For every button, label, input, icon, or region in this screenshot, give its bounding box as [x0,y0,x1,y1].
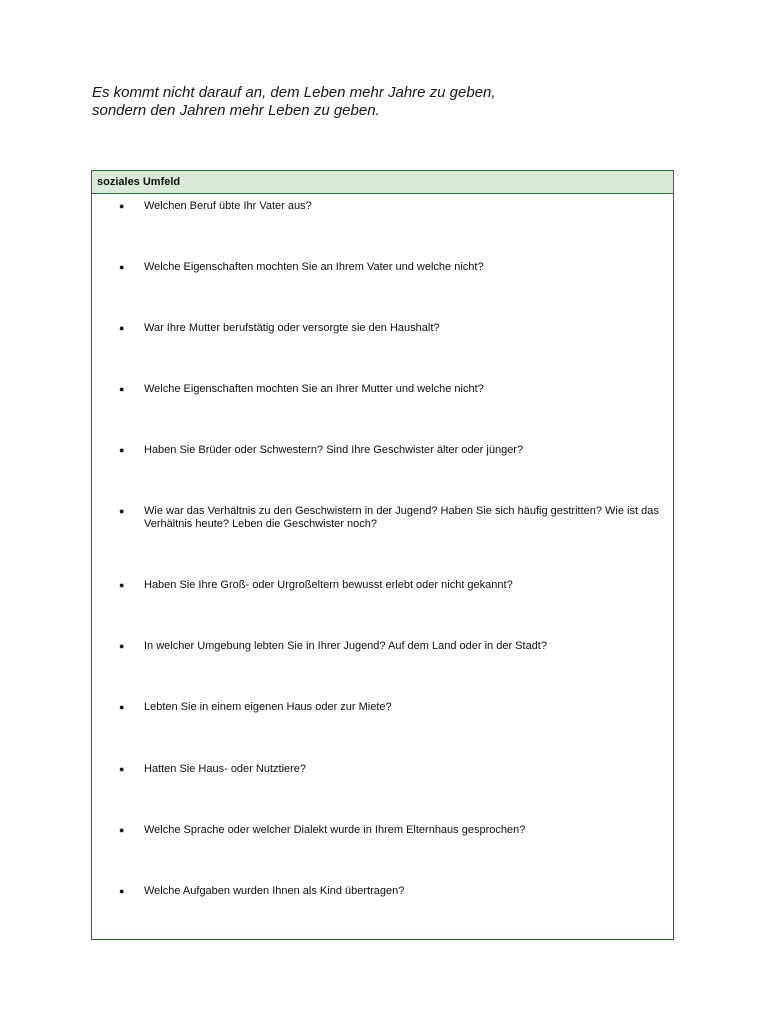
question-text: Haben Sie Ihre Groß- oder Urgroßeltern bewusst erlebt oder nicht gekannt? [144,579,513,591]
bullet-icon: ● [119,764,125,774]
question-text: Welche Eigenschaften mochten Sie an Ihrer Mutter und welche nicht? [144,383,484,395]
question-text: Welche Sprache oder welcher Dialekt wurde in Ihrem Elternhaus gesprochen? [144,824,526,836]
bullet-icon: ● [119,702,125,712]
bullet-icon: ● [119,580,125,590]
bullet-icon: ● [119,886,125,896]
question-text: Welchen Beruf übte Ihr Vater aus? [144,200,312,212]
question-text: Welche Aufgaben wurden Ihnen als Kind übertragen? [144,885,405,897]
list-item [92,444,667,457]
quote-line-2: sondern den Jahren mehr Leben zu geben. [92,102,380,119]
section-title: soziales Umfeld [92,171,673,194]
question-text: War Ihre Mutter berufstätig oder versorgte sie den Haushalt? [144,322,440,334]
list-item [92,200,667,213]
bullet-icon: ● [119,262,125,272]
list-item [92,701,667,714]
bullet-icon: ● [119,445,125,455]
question-text: Welche Eigenschaften mochten Sie an Ihrem Vater und welche nicht? [144,261,484,273]
bullet-icon: ● [119,825,125,835]
list-item [92,640,667,653]
list-item [92,885,667,898]
list-item [92,261,667,274]
question-text: Lebten Sie in einem eigenen Haus oder zur Miete? [144,701,392,713]
bullet-icon: ● [119,506,125,516]
question-text: Hatten Sie Haus- oder Nutztiere? [144,763,307,775]
list-item [92,383,667,396]
bullet-icon: ● [119,323,125,333]
bullet-icon: ● [119,641,125,651]
quote-line-1: Es kommt nicht darauf an, dem Leben mehr Jahre zu geben, [92,84,496,101]
list-item [92,763,667,776]
bullet-icon: ● [119,384,125,394]
question-text: Wie war das Verhältnis zu den Geschwistern in der Jugend? Haben Sie sich häufig gestritten? Wie ist das Verhältnis heute? Leben die Geschwister noch? [144,505,659,530]
list-item [92,579,667,592]
list-item [92,824,667,837]
quote [92,84,712,120]
list-item [92,322,667,335]
question-text: In welcher Umgebung lebten Sie in Ihrer Jugend? Auf dem Land oder in der Stadt? [144,640,547,652]
list-item [92,505,667,531]
bullet-icon: ● [119,201,125,211]
question-text: Haben Sie Brüder oder Schwestern? Sind Ihre Geschwister älter oder jünger? [144,444,524,456]
questionnaire-section [91,170,674,940]
